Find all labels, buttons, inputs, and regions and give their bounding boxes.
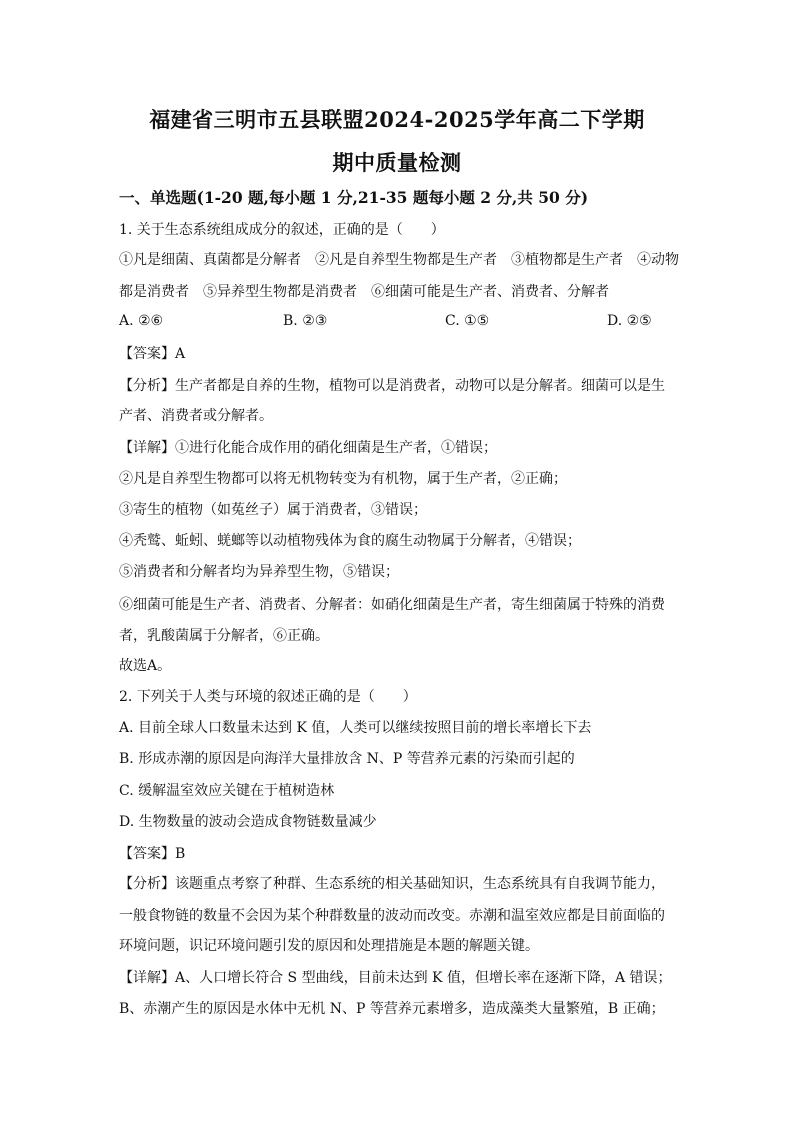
question-1-detail-line-3: ③寄生的植物（如菟丝子）属于消费者，③错误； — [119, 502, 427, 518]
question-1-analysis-line-2: 产者、消费者或分解者。 — [119, 408, 273, 424]
document-title-line-1: 福建省三明市五县联盟2024-2025学年高二下学期 — [149, 107, 645, 132]
question-1-detail-line-7: 者，乳酸菌属于分解者，⑥正确。 — [119, 628, 329, 644]
question-2-analysis-line-1: 【分析】该题重点考察了种群、生态系统的相关基础知识，生态系统具有自我调节能力， — [119, 876, 665, 892]
document-title-line-2: 期中质量检测 — [332, 150, 462, 175]
question-2-option-b: B. 形成赤潮的原因是向海洋大量排放含 N、P 等营养元素的污染而引起的 — [119, 751, 575, 767]
question-1-detail-line-2: ②凡是自养型生物都可以将无机物转变为有机物，属于生产者，②正确； — [119, 471, 567, 487]
question-1-detail-line-1: 【详解】①进行化能合成作用的硝化细菌是生产者，①错误； — [119, 440, 497, 456]
question-1-stem: 1. 关于生态系统组成成分的叙述，正确的是（ ） — [119, 222, 445, 238]
question-2-analysis-line-2: 一般食物链的数量不会因为某个种群数量的波动而改变。赤潮和温室效应都是目前面临的 — [119, 908, 665, 924]
question-2-option-a: A. 目前全球人口数量未达到 K 值，人类可以继续按照目前的增长率增长下去 — [119, 720, 592, 736]
question-2-answer: 【答案】B — [119, 846, 186, 862]
question-1-detail-line-6: ⑥细菌可能是生产者、消费者、分解者：如硝化细菌是生产者，寄生细菌属于特殊的消费 — [119, 597, 665, 613]
question-1-analysis-line-1: 【分析】生产者都是自养的生物，植物可以是消费者，动物可以是分解者。细菌可以是生 — [119, 378, 665, 394]
question-2-detail-line-1: 【详解】A、人口增长符合 S 型曲线，目前未达到 K 值，但增长率在逐渐下降，A 错误； — [119, 970, 672, 986]
question-1-option-b: B. ②③ — [283, 313, 328, 329]
question-1-option-c: C. ①⑤ — [445, 313, 490, 329]
question-1-option-a: A. ②⑥ — [119, 313, 164, 329]
question-1-detail-line-5: ⑤消费者和分解者均为异养型生物，⑤错误； — [119, 564, 399, 580]
question-1-option-d: D. ②⑤ — [607, 313, 652, 329]
question-2-option-d: D. 生物数量的波动会造成食物链数量减少 — [119, 814, 377, 830]
question-2-stem: 2. 下列关于人类与环境的叙述正确的是（ ） — [119, 689, 417, 705]
question-2-option-c: C. 缓解温室效应关键在于植树造林 — [119, 783, 335, 799]
section-heading: 一、单选题(1-20 题,每小题 1 分,21-35 题每小题 2 分,共 50 分) — [119, 188, 589, 207]
question-1-answer: 【答案】A — [119, 346, 186, 362]
question-2-detail-line-2: B、赤潮产生的原因是水体中无机 N、P 等营养元素增多，造成藻类大量繁殖，B 正确； — [119, 1001, 665, 1017]
question-1-detail-line-4: ④秃鹫、蚯蚓、蜣螂等以动植物残体为食的腐生动物属于分解者，④错误； — [119, 533, 581, 549]
question-1-conclusion: 故选A。 — [119, 658, 172, 674]
question-1-statements-line-2: 都是消费者 ⑤异养型生物都是消费者 ⑥细菌可能是生产者、消费者、分解者 — [119, 284, 609, 300]
question-1-statements-line-1: ①凡是细菌、真菌都是分解者 ②凡是自养型生物都是生产者 ③植物都是生产者 ④动物 — [119, 252, 679, 268]
question-2-analysis-line-3: 环境问题，识记环境问题引发的原因和处理措施是本题的解题关键。 — [119, 938, 539, 954]
